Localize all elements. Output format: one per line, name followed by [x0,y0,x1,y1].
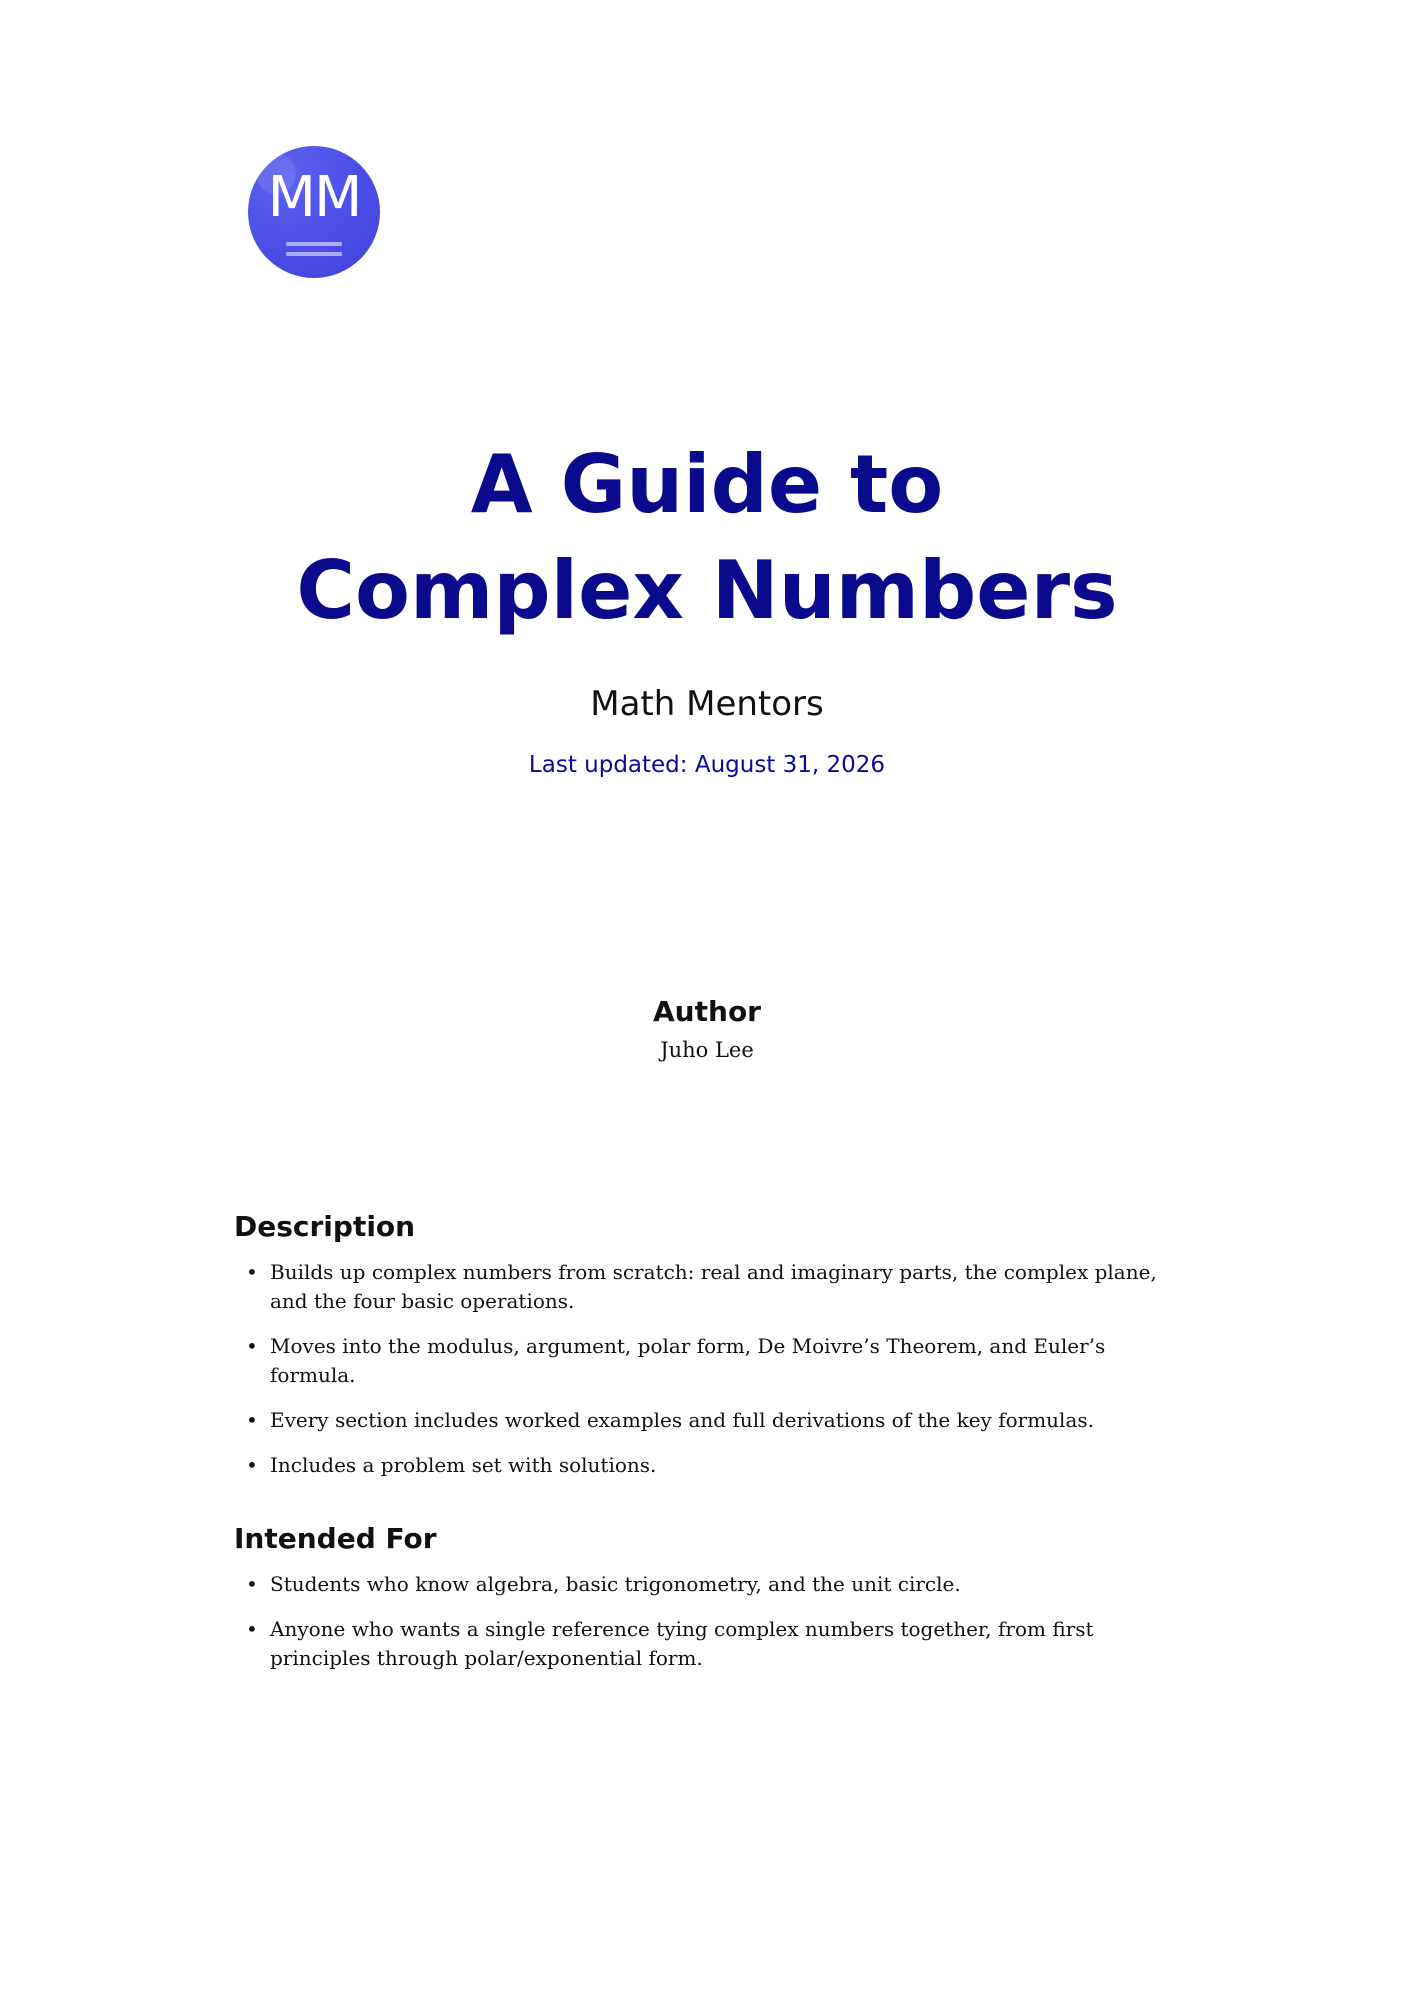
math-mentors-logo [248,146,380,278]
intended-for-item: • Anyone who wants a single reference tying complex numbers together, from first principles through polar/exponential form. [246,1617,1094,1670]
bullet-icon: • [246,1453,258,1477]
last-updated-date: Last updated: August 31, 2026 [528,752,886,778]
bullet-icon: • [246,1334,258,1358]
author-heading: Author [653,995,761,1028]
description-item: • Includes a problem set with solutions. [234,1451,1194,1480]
description-list [234,1258,1194,1480]
bullet-icon: • [246,1408,258,1432]
bullet-icon: • [246,1572,258,1596]
intended-for-list [234,1570,1194,1673]
logo-underline-top [286,242,342,246]
title-line-1: A Guide to [470,438,944,531]
bullet-icon: • [246,1260,258,1284]
organization-name: Math Mentors [590,684,824,724]
bullet-icon: • [246,1617,258,1641]
description-heading: Description [234,1210,416,1243]
description-item: • Moves into the modulus, argument, polar form, De Moivre’s Theorem, and Euler’s formula. [246,1334,1106,1387]
document-title [0,432,1414,644]
intended-for-heading: Intended For [234,1522,437,1555]
logo-initials: MM [267,165,361,230]
intended-for-section [234,1520,1194,1689]
title-line-2: Complex Numbers [296,544,1118,637]
description-section [234,1208,1194,1496]
intended-for-item: • Students who know algebra, basic trigonometry, and the unit circle. [234,1570,1194,1599]
logo-underline-bottom [286,252,342,256]
description-item: • Builds up complex numbers from scratch: real and imaginary parts, the complex plane, and the four basic operations. [246,1260,1157,1313]
author-name: Juho Lee [660,1038,754,1062]
description-item: • Every section includes worked examples and full derivations of the key formulas. [234,1406,1194,1435]
